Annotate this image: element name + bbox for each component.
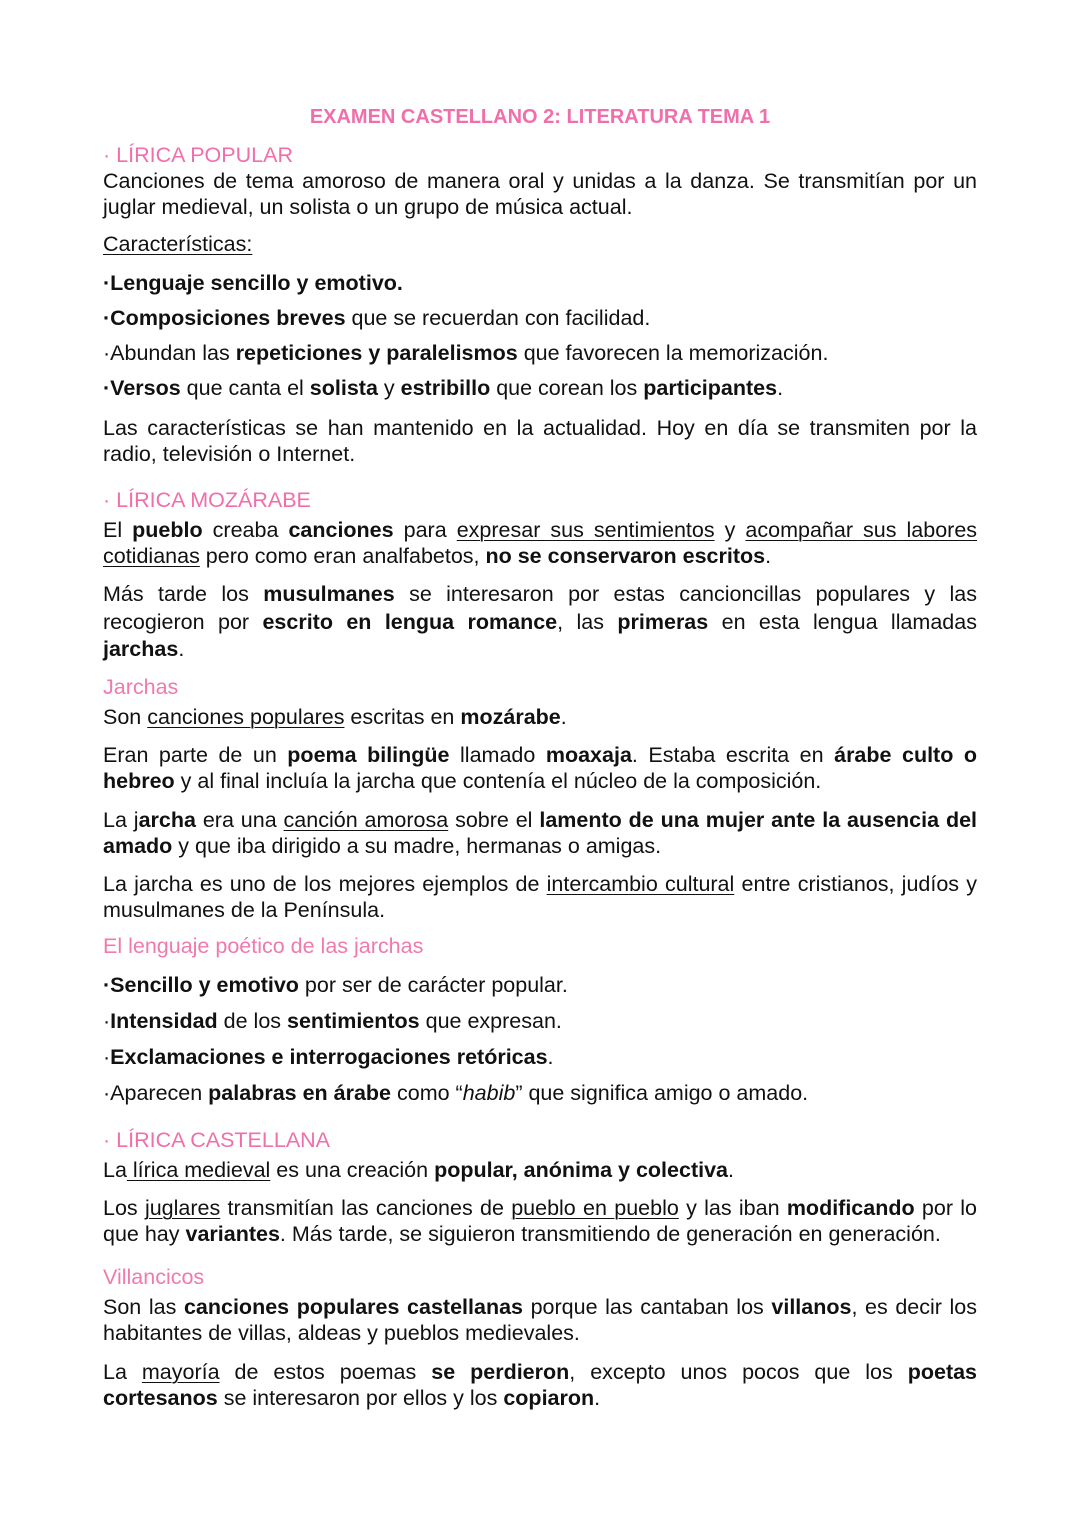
text-span: , es decir los habitantes de villas, aldeas y pueblos medievales. — [103, 1294, 978, 1345]
paragraph-villancicos-1 — [103, 1294, 977, 1346]
bold-span: copiaron — [503, 1385, 595, 1410]
bold-span: escrito en lengua romance — [262, 609, 558, 634]
bullet-versos-b1: ·Versos — [103, 376, 181, 400]
bold-span: canciones — [288, 518, 394, 542]
text-span: . Estaba escrita en — [631, 742, 835, 767]
text-span: . — [178, 637, 185, 661]
bullet-versos-t4: . — [777, 376, 784, 400]
underlined-span: juglares — [144, 1195, 221, 1220]
text-span: Más tarde los — [103, 582, 264, 606]
text-span: se interesaron por estas cancioncillas populares y las recogieron por — [103, 582, 978, 634]
text-span: escritas en — [344, 704, 461, 729]
paragraph-mozarabe-1 — [103, 517, 977, 569]
text-span: y las iban — [678, 1195, 787, 1220]
text-span: Son las — [103, 1294, 184, 1319]
bullet-repeticiones-bold: repeticiones y paralelismos — [235, 341, 518, 365]
text-span: transmitían las canciones de — [220, 1195, 512, 1220]
bold-span: árabe culto o hebreo — [103, 742, 977, 793]
bullet-lenguaje — [103, 270, 977, 296]
underlined-span: expresar sus sentimientos — [456, 518, 715, 542]
text-span: . — [547, 1044, 554, 1069]
bold-span: lamento de una mujer ante la ausencia del amado — [103, 807, 978, 858]
bold-span: no se conservaron escritos — [485, 544, 766, 568]
text-span: de los — [217, 1008, 288, 1033]
bold-span: pueblo — [132, 518, 203, 542]
text-span: para — [393, 518, 457, 542]
text-span: La — [103, 1157, 127, 1182]
bullet-versos-t1: que canta el — [180, 376, 310, 400]
paragraph-jarchas-4 — [103, 871, 977, 923]
text-span: por lo que hay — [103, 1195, 977, 1246]
paragraph-jarchas-1 — [103, 704, 977, 730]
bold-span: villanos — [771, 1294, 852, 1319]
text-span: La — [103, 1359, 142, 1384]
paragraph-jarchas-3 — [103, 807, 977, 859]
underlined-span: pueblo en pueblo — [511, 1195, 679, 1220]
bold-span: moaxaja — [545, 742, 632, 767]
text-span: llamado — [449, 742, 546, 767]
bold-span: musulmanes — [263, 582, 395, 606]
underlined-span: acompañar sus labores cotidianas — [103, 518, 978, 568]
bullet-lenguaje-text: ·Lenguaje sencillo y emotivo. — [103, 271, 403, 295]
document-title: EXAMEN CASTELLANO 2: LITERATURA TEMA 1 — [309, 106, 771, 128]
paragraph-villancicos-2 — [103, 1359, 977, 1411]
underlined-span: lírica medieval — [126, 1157, 271, 1182]
text-span: y — [714, 518, 746, 542]
bullet-versos-t3: que corean los — [490, 376, 644, 400]
bullet-sencillo — [103, 972, 977, 998]
bullet-palabras-arabe — [103, 1080, 977, 1106]
text-span: pero como eran analfabetos, — [199, 544, 486, 568]
paragraph-castellana-1 — [103, 1157, 977, 1183]
text-span: era una — [195, 807, 284, 832]
subheading-lenguaje-poetico: El lenguaje poético de las jarchas — [103, 933, 424, 958]
text-span: , excepto unos pocos que los — [569, 1359, 908, 1384]
bold-span: variantes — [185, 1221, 280, 1246]
text-span: ” que significa amigo o amado. — [515, 1080, 809, 1105]
text-span: La j — [103, 807, 139, 832]
bullet-composiciones-rest: que se recuerdan con facilidad. — [345, 306, 651, 330]
subheading-villancicos: Villancicos — [103, 1264, 205, 1289]
bullet-repeticiones-rest: que favorecen la memorización. — [517, 341, 829, 365]
bullet-repeticiones-a: ·Abundan las — [103, 341, 236, 365]
paragraph-castellana-2 — [103, 1195, 977, 1247]
underlined-span: canción amorosa — [283, 807, 449, 832]
section-heading-lirica-popular: · LÍRICA POPULAR — [103, 143, 293, 167]
text-span: en esta lengua llamadas — [708, 609, 977, 634]
section-heading-lirica-mozarabe: · LÍRICA MOZÁRABE — [103, 488, 311, 512]
text-span: · — [103, 1044, 111, 1069]
text-span: · — [103, 1008, 111, 1033]
bold-span: canciones populares castellanas — [183, 1294, 523, 1319]
paragraph-popular-closing: Las características se han mantenido en la actualidad. Hoy en día se transmiten por la radio, televisión o Internet. — [103, 416, 977, 466]
italic-span: habib — [462, 1080, 516, 1105]
text-span: ·Aparecen — [103, 1080, 209, 1105]
text-span: por ser de carácter popular. — [298, 972, 568, 997]
bold-span: poema bilingüe — [287, 742, 450, 767]
bold-span: ·Sencillo y emotivo — [103, 972, 299, 997]
subheading-jarchas: Jarchas — [103, 674, 179, 699]
text-span: . — [728, 1157, 734, 1182]
bullet-versos-b2: solista — [309, 376, 378, 400]
bold-span: Intensidad — [110, 1008, 218, 1033]
bullet-versos-t2: y — [377, 376, 401, 400]
paragraph-popular-intro: Canciones de tema amoroso de manera oral y unidas a la danza. Se transmitían por un juglar medieval, un solista o un grupo de música actual. — [103, 169, 977, 219]
text-span: creaba — [202, 518, 289, 542]
text-span: como “ — [391, 1080, 463, 1105]
bullet-versos — [103, 375, 977, 401]
bold-span: archa — [138, 807, 196, 832]
text-span: y al final incluía la jarcha que contenía el núcleo de la composición. — [174, 768, 822, 793]
text-span: y que iba dirigido a su madre, hermanas o amigas. — [172, 833, 662, 858]
bullet-exclamaciones — [103, 1044, 977, 1070]
text-span: es una creación — [270, 1157, 435, 1182]
text-span: de estos poemas — [219, 1359, 432, 1384]
text-span: , las — [557, 609, 618, 634]
section-heading-lirica-castellana: · LÍRICA CASTELLANA — [103, 1127, 331, 1152]
bold-span: primeras — [617, 609, 709, 634]
bullet-composiciones — [103, 305, 977, 331]
bold-span: palabras en árabe — [208, 1080, 392, 1105]
text-span: se interesaron por ellos y los — [217, 1385, 504, 1410]
text-span: Eran parte de un — [103, 742, 288, 767]
text-span: Los — [103, 1195, 145, 1220]
bullet-versos-b4: participantes — [643, 376, 778, 400]
text-span: . — [594, 1385, 601, 1410]
paragraph-mozarabe-2 — [103, 581, 977, 664]
paragraph-jarchas-2 — [103, 742, 977, 794]
text-span: Son — [103, 704, 148, 729]
bold-span: se perdieron — [431, 1359, 570, 1384]
underlined-span: canciones populares — [147, 704, 345, 729]
caracteristicas-label — [103, 231, 977, 257]
text-span: porque las cantaban los — [523, 1294, 772, 1319]
bullet-intensidad — [103, 1008, 977, 1034]
text-span: . Más tarde, se siguieron transmitiendo de generación en generación. — [279, 1221, 941, 1246]
bold-span: mozárabe — [460, 704, 561, 729]
bold-span: poetas cortesanos — [103, 1359, 978, 1410]
caracteristicas-label-text: Características: — [103, 232, 253, 256]
bullet-versos-b3: estribillo — [400, 376, 491, 400]
bullet-composiciones-bold: ·Composiciones breves — [103, 306, 346, 330]
text-span: que expresan. — [419, 1008, 562, 1033]
text-span: . — [560, 704, 567, 729]
bold-span: popular, anónima y colectiva — [434, 1157, 728, 1182]
bold-span: Exclamaciones e interrogaciones retóricas — [110, 1044, 548, 1069]
bold-span: sentimientos — [287, 1008, 420, 1033]
text-span: entre cristianos, judíos y musulmanes de la Península. — [103, 871, 977, 922]
bullet-repeticiones — [103, 340, 977, 366]
text-span: El — [103, 518, 133, 542]
text-span: La jarcha es uno de los mejores ejemplos de — [103, 871, 547, 896]
underlined-span: intercambio cultural — [546, 871, 735, 896]
bold-span: modificando — [786, 1195, 915, 1220]
text-span: sobre el — [448, 807, 540, 832]
underlined-span: mayoría — [141, 1359, 220, 1384]
bold-span: jarchas — [103, 637, 179, 661]
text-span: . — [765, 544, 772, 568]
